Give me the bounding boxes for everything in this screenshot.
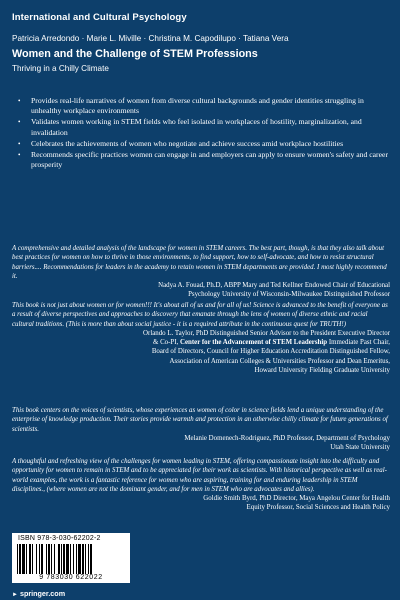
feature-bullet: • Celebrates the achievements of women who negotiate and achieve success amid workplace hostilities [18,138,344,148]
series-name: International and Cultural Psychology [12,12,187,23]
barcode-bar [76,544,77,574]
barcode-bar [17,544,18,574]
book-subtitle: Thriving in a Chilly Climate [12,64,109,73]
author-list: Patricia Arredondo · Marie L. Miville · Christina M. Capodilupo · Tatiana Vera [12,34,289,43]
publisher-website: ► springer.com [12,589,66,598]
endorsement-fouad [12,244,390,300]
isbn-barcode [12,533,130,583]
barcode-bar [46,544,47,574]
barcode-digits: 9 783030 622022 [39,574,103,581]
endorsement-quote: This book is not just about women or for women!!! It's about all of us and for all of us! Science is advanced to the benefit of everyone as a result of diverse perspectives and approaches to discovery that emanate through the lens of women of diverse ethnic and racial cultural traditions. (This is more than about social justice - it is a required attribute in the continuous quest for TRUTH!) [12,302,388,328]
endorsement-attribution: Association of American Colleges & Universities Professor and Dean Emeritus, [169,357,390,365]
barcode-bar [32,544,33,574]
bullet-icon: • [18,139,21,148]
feature-bullet-list [18,96,389,171]
endorsement-attribution: Howard University Fielding Graduate University [254,367,390,375]
feature-bullet: • Provides real-life narratives of women from diverse cultural backgrounds and gender identities struggling in unhealthy workplace environments [18,96,364,116]
endorsement-attribution: Board of Directors, Council for Higher Education Accreditation Distinguished Fellow, [151,348,390,356]
arrow-icon: ► [12,592,18,598]
endorsement-quote: A thoughtful and refreshing view of the challenges for women leading in STEM, offering compassionate insight into the difficulty and opportunity for women to remain in STEM and to be appreciated for their work as scientists. With historical perspective as well as real-world examples, the work is a fantastic reference for women who are aspiring, training for and enduring leadership in STEM disciplines., (where women are not the dominant gender, and for men in STEM who are advocates and allies). [12,458,387,493]
bullet-icon: • [18,150,21,159]
book-title: Women and the Challenge of STEM Professions [12,48,258,60]
center-name: Center for the Advancement of STEM Leadership [180,339,328,347]
bullet-icon: • [18,97,21,105]
barcode-bar [48,544,50,574]
endorsement-attribution: Melanie Domenech-Rodriguez, PhD Professor, Department of Psychology [184,434,390,442]
endorsement-attribution: Orlando L. Taylor, PhD Distinguished Senior Advisor to the President Executive Director [143,329,390,337]
barcode-bar [54,544,55,574]
barcode-bar [39,544,40,574]
barcode-bar [22,544,25,574]
bullet-icon: • [18,118,21,127]
endorsement-attribution: Equity Professor, Social Sciences and Health Policy [246,504,390,512]
barcode-bar [61,544,62,574]
barcode-bar [63,544,65,574]
barcode-bar [66,544,69,574]
endorsement-attribution: Goldie Smith Byrd, PhD Director, Maya Angelou Center for Health [203,495,390,503]
endorsement-attribution: Utah State University [330,444,390,452]
endorsement-quote: This book centers on the voices of scientists, whose experiences as women of color in science fields lend a unique understanding of the enterprise of knowledge production. Their stories provide warmth and protection in an otherwise chilly climate for future generations of scientists. [12,407,388,433]
barcode-bar [41,544,43,574]
barcode-icon [17,544,125,574]
endorsement-attribution: Nadya A. Fouad, Ph.D, ABPP Mary and Ted Kellner Endowed Chair of Educational [158,282,390,290]
barcode-bar [90,544,92,574]
barcode-bar [58,544,60,574]
barcode-bar [70,544,71,574]
feature-bullet: • Recommends specific practices women can engage in and employers can apply to ensure women's safety and career prosperity [18,149,389,169]
endorsement-attribution: Psychology University of Wisconsin-Milwaukee Distinguished Professor [188,291,390,299]
barcode-bar [19,544,21,574]
endorsement-taylor [12,301,390,375]
barcode-bar [26,544,27,574]
endorsement-byrd [12,457,390,513]
barcode-bar [85,544,86,574]
barcode-bar [78,544,81,574]
endorsement-domenech-rodriguez [12,406,390,452]
endorsement-quote: A comprehensive and detailed analysis of the landscape for women in STEM careers. The best part, though, is that they also talk about best practices for women on how to thrive in those environments, to find support, how to self-advocate, and how to resist structural barriers.... Recommendations for leaders in the academy to retain women in STEM departments are provided. I most highly recommend it. [12,245,387,280]
isbn-number: ISBN 978-3-030-62202-2 [18,535,101,542]
barcode-bar [29,544,31,574]
feature-bullet: • Validates women working in STEM fields who feel isolated in workplaces of hostility, marginalization, and invalidation [18,117,362,137]
barcode-bar [88,544,89,574]
endorsement-attribution: & Co-PI, Center for the Advancement of STEM Leadership Immediate Past Chair, [153,339,390,347]
barcode-bar [36,544,37,574]
barcode-bar [51,544,52,574]
barcode-bar [82,544,84,574]
barcode-bar [73,544,74,574]
